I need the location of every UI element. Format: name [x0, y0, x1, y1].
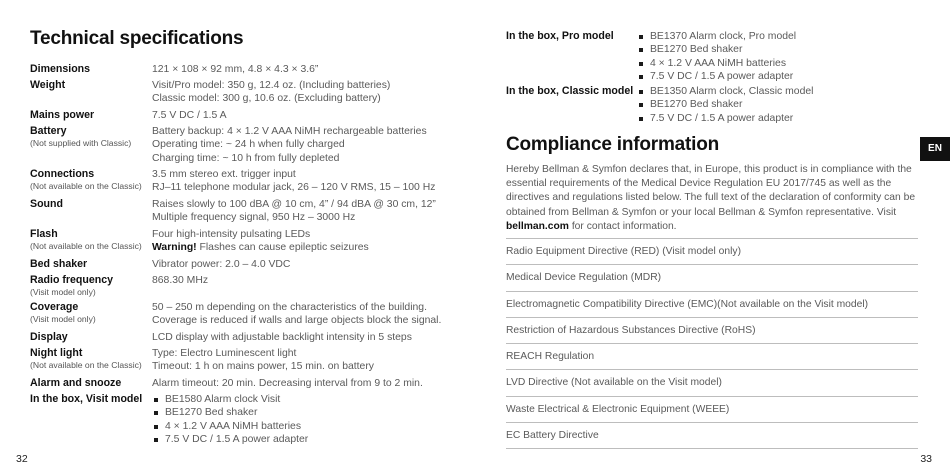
spec-label: Flash	[30, 228, 58, 240]
spec-label: Night light	[30, 347, 83, 359]
list-item: 4 × 1.2 V AAA NiMH batteries	[152, 420, 308, 433]
spec-line: Visit/Pro model: 350 g, 12.4 oz. (Including batteries)	[152, 80, 391, 91]
spec-line: Charging time: ~ 10 h from fully depleted	[152, 152, 340, 164]
spec-line: Vibrator power: 2.0 – 4.0 VDC	[152, 259, 291, 270]
spec-label: Battery	[30, 125, 67, 137]
directive-item: Radio Equipment Directive (RED) (Visit model only)	[506, 239, 918, 265]
spec-line: Multiple frequency signal, 950 Hz – 3000 Hz	[152, 212, 356, 224]
compliance-title: Compliance information	[506, 134, 720, 155]
right-page	[475, 0, 950, 475]
spec-label: Mains power	[30, 109, 95, 121]
list-item: 7.5 V DC / 1.5 A power adapter	[152, 433, 308, 446]
spec-line: Type: Electro Luminescent light	[152, 348, 297, 359]
directive-item: Electromagnetic Compatibility Directive (EMC)(Not available on the Visit model)	[506, 292, 918, 318]
spec-line: Timeout: 1 h on mains power, 15 min. on battery	[152, 361, 374, 373]
list-item: BE1270 Bed shaker	[637, 98, 813, 111]
list-item: BE1270 Bed shaker	[152, 406, 308, 419]
spec-note: (Not supplied with Classic)	[30, 138, 132, 148]
spec-line: 7.5 V DC / 1.5 A	[152, 110, 227, 121]
spec-value	[152, 347, 374, 374]
spec-line: 868.30 MHz	[152, 275, 209, 286]
spec-value	[152, 79, 390, 106]
warning-label: Warning!	[152, 242, 197, 254]
spec-line: Coverage is reduced if walls and large objects block the signal.	[152, 315, 442, 327]
spec-note: (Not available on the Classic)	[30, 360, 142, 370]
language-tab: EN	[920, 137, 950, 161]
spec-value	[152, 109, 227, 122]
spec-line: Battery backup: 4 × 1.2 V AAA NiMH rechargeable batteries	[152, 126, 427, 137]
spec-label: Alarm and snooze	[30, 377, 122, 389]
spec-value	[152, 198, 436, 225]
box-pro-label: In the box, Pro model	[506, 30, 614, 42]
box-classic-list	[637, 85, 813, 125]
warning-text: Flashes can cause epileptic seizures	[196, 242, 369, 254]
warning-line	[152, 241, 369, 254]
spec-label: Radio frequency	[30, 274, 114, 286]
list-item: 4 × 1.2 V AAA NiMH batteries	[637, 57, 796, 70]
page-number: 32	[16, 453, 28, 465]
spec-line: Four high-intensity pulsating LEDs	[152, 229, 311, 240]
spec-label: Dimensions	[30, 63, 91, 75]
spec-value	[152, 274, 208, 287]
directive-item: REACH Regulation	[506, 344, 918, 370]
directive-item: Restriction of Hazardous Substances Directive (RoHS)	[506, 318, 918, 344]
spec-value	[152, 258, 290, 271]
box-classic-label: In the box, Classic model	[506, 85, 634, 97]
list-item: BE1370 Alarm clock, Pro model	[637, 30, 796, 43]
directive-item: Waste Electrical & Electronic Equipment (WEEE)	[506, 397, 918, 423]
spec-note: (Visit model only)	[30, 287, 96, 297]
spec-line: 121 × 108 × 92 mm, 4.8 × 4.3 × 3.6”	[152, 64, 319, 75]
spec-value	[152, 228, 369, 255]
compliance-paragraph	[506, 163, 918, 234]
spec-line: 3.5 mm stereo ext. trigger input	[152, 169, 296, 180]
list-item: 7.5 V DC / 1.5 A power adapter	[637, 112, 813, 125]
spec-label: Display	[30, 331, 68, 343]
list-item: 7.5 V DC / 1.5 A power adapter	[637, 70, 796, 83]
spec-line: LCD display with adjustable backlight intensity in 5 steps	[152, 332, 412, 343]
spec-label: In the box, Visit model	[30, 393, 143, 405]
box-pro-list	[637, 30, 796, 83]
directive-list	[506, 239, 918, 449]
spec-line: Alarm timeout: 20 min. Decreasing interval from 9 to 2 min.	[152, 378, 423, 389]
spec-label: Weight	[30, 79, 66, 91]
list-item: BE1580 Alarm clock Visit	[152, 393, 308, 406]
spec-value	[152, 63, 318, 76]
list-item: BE1350 Alarm clock, Classic model	[637, 85, 813, 98]
spec-line: Operating time: ~ 24 h when fully charged	[152, 139, 345, 151]
spec-value	[152, 377, 423, 390]
directive-item: EC Battery Directive	[506, 423, 918, 449]
directive-item: LVD Directive (Not available on the Visit model)	[506, 370, 918, 396]
spec-value	[152, 331, 412, 344]
list-item: BE1270 Bed shaker	[637, 43, 796, 56]
spec-label: Connections	[30, 168, 95, 180]
page-number: 33	[920, 453, 932, 465]
spec-label: Bed shaker	[30, 258, 88, 270]
spec-value	[152, 125, 427, 165]
spec-note: (Visit model only)	[30, 314, 96, 324]
box-visit-list	[152, 393, 308, 446]
spec-line: Classic model: 300 g, 10.6 oz. (Excluding battery)	[152, 93, 381, 105]
compliance-text: Hereby Bellman & Symfon declares that, in Europe, this product is in compliance with the essential requirements of the Medical Device Regulation EU 2017/745 as well as the directives and regulations listed below. The full text of the declaration of conformity can be obtained from Bellman & Symfon or your local Bellman & Symfon representative. Visit	[506, 164, 916, 218]
spec-note: (Not available on the Classic)	[30, 241, 142, 251]
spec-label: Sound	[30, 198, 63, 210]
spec-value	[152, 301, 441, 328]
spec-line: RJ–11 telephone modular jack, 26 – 120 V RMS, 15 – 100 Hz	[152, 182, 436, 194]
compliance-text-end: for contact information.	[568, 220, 677, 232]
spec-line: 50 – 250 m depending on the characteristics of the building.	[152, 302, 427, 313]
spec-value	[152, 168, 435, 195]
website-link[interactable]: bellman.com	[506, 220, 569, 232]
page-title: Technical specifications	[30, 28, 244, 49]
spec-line: Raises slowly to 100 dBA @ 10 cm, 4” / 94 dBA @ 30 cm, 12”	[152, 199, 436, 210]
directive-item: Medical Device Regulation (MDR)	[506, 265, 918, 291]
spec-note: (Not available on the Classic)	[30, 181, 142, 191]
spec-label: Coverage	[30, 301, 79, 313]
